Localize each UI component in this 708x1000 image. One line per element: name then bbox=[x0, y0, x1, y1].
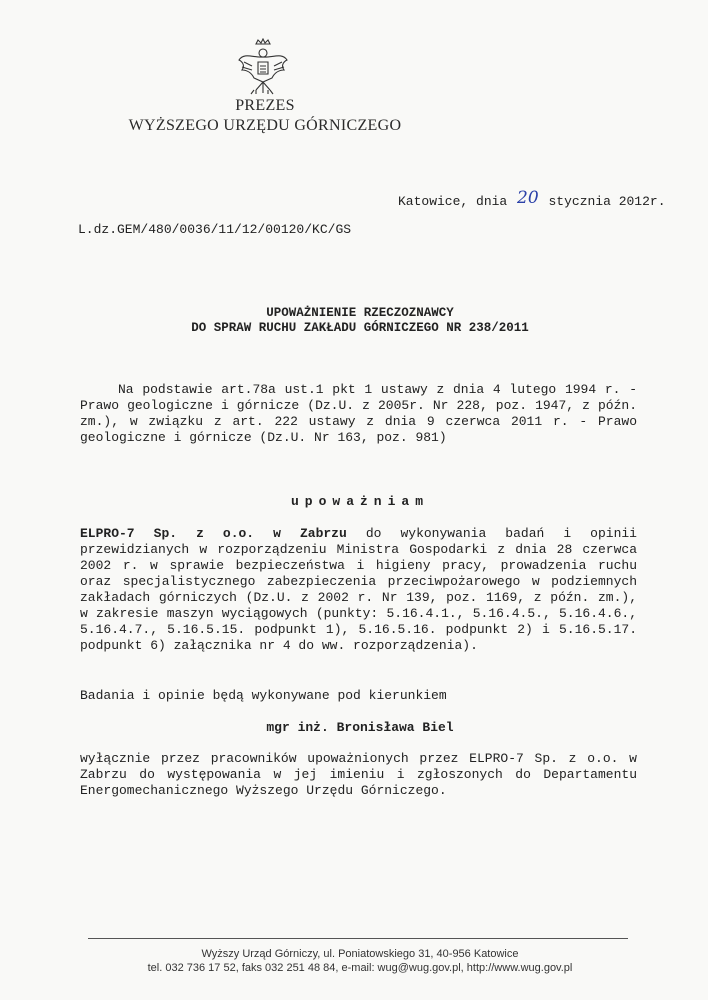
company-name: ELPRO-7 Sp. z o.o. w Zabrzu bbox=[80, 526, 347, 541]
personnel-paragraph: wyłącznie przez pracowników upoważnionych przez ELPRO-7 Sp. z o.o. w Zabrzu do występowania w jej imieniu i zgłoszonych do Departamentu Energomechanicznego Wyższego Urzędu Górniczego. bbox=[80, 751, 637, 798]
footer-address: Wyższy Urząd Górniczy, ul. Poniatowskiego 31, 40-956 Katowice bbox=[201, 948, 519, 960]
reference-number: L.dz.GEM/480/0036/11/12/00120/KC/GS bbox=[78, 222, 352, 237]
issuer-office: WYŻSZEGO URZĘDU GÓRNICZEGO bbox=[128, 117, 402, 134]
document-title: UPOWAŻNIENIE RZECZOZNAWCY bbox=[266, 306, 454, 320]
issuer-title: PREZES bbox=[235, 97, 295, 114]
authorize-heading: upoważniam bbox=[290, 494, 429, 509]
scope-paragraph bbox=[80, 526, 637, 654]
supervision-paragraph: Badania i opinie będą wykonywane pod kierunkiem bbox=[80, 688, 447, 703]
footer-contact: tel. 032 736 17 52, faks 032 251 48 84, e-mail: wug@wug.gov.pl, http://www.wug.gov.pl bbox=[147, 962, 573, 974]
date-prefix: Katowice, dnia bbox=[398, 194, 508, 209]
footer-divider bbox=[88, 938, 628, 939]
document-subtitle: DO SPRAW RUCHU ZAKŁADU GÓRNICZEGO NR 238/2011 bbox=[191, 321, 529, 335]
scope-text: do wykonywania badań i opinii przewidzianych w rozporządzeniu Ministra Gospodarki z dnia 28 czerwca 2002 r. w sprawie bezpieczeństwa i higieny pracy, prowadzenia ruchu oraz specjalistycznego zabezpieczenia przeciwpożarowego w podziemnych zakładach górniczych (Dz.U. z 2002 r. Nr 139, poz. 1169, z późn. zm.), w zakresie maszyn wyciągowych (punkty: 5.16.4.1., 5.16.4.5., 5.16.4.6., 5.16.4.7., 5.16.5.15. podpunkt 1), 5.16.5.16. podpunkt 2) i 5.16.5.17. podpunkt 6) załącznika nr 4 do ww. rozporządzenia). bbox=[80, 526, 637, 653]
date-suffix: stycznia 2012r. bbox=[548, 194, 666, 209]
legal-basis-paragraph: Na podstawie art.78a ust.1 pkt 1 ustawy z dnia 4 lutego 1994 r. - Prawo geologiczne i górnicze (Dz.U. z 2005r. Nr 228, poz. 1947, z późn. zm.), w związku z art. 222 ustawy z dnia 9 czerwca 2011 r. - Prawo geologiczne i górnicze (Dz.U. Nr 163, poz. 981) bbox=[80, 382, 637, 445]
document-date bbox=[398, 190, 666, 210]
supervisor-name: mgr inż. Bronisława Biel bbox=[266, 720, 454, 735]
polish-eagle-emblem-icon bbox=[236, 38, 290, 96]
date-day-handwritten: 20 bbox=[517, 188, 539, 208]
